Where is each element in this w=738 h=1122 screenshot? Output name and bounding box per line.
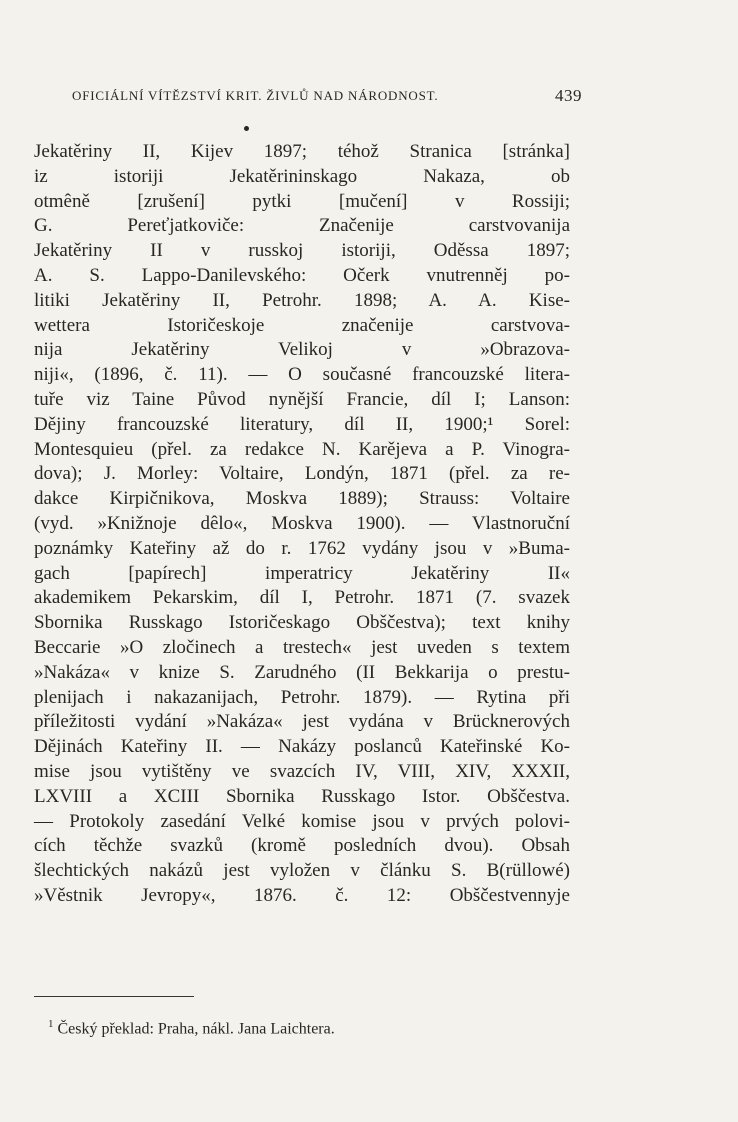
text-line: A. S. Lappo-Danilevského: Očerk vnutrenněj po- <box>34 264 570 286</box>
text-line: Dějinách Kateřiny II. — Nakázy poslanců Kateřinské Ko- <box>34 736 570 758</box>
text-line: šlechtických nakázů jest vyložen v článku S. B(rüllowé) <box>34 860 570 882</box>
text-line: niji«, (1896, č. 11). — O současné francouzské litera- <box>34 364 570 386</box>
text-line: LXVIII a XCIII Sbornika Russkago Istor. Obščestva. <box>34 785 570 807</box>
text-line: »Věstnik Jevropy«, 1876. č. 12: Obščestvennyje <box>34 884 570 906</box>
running-title: OFICIÁLNÍ VÍTĚZSTVÍ KRIT. ŽIVLŮ NAD NÁRODNOST. <box>72 88 439 103</box>
footnote-divider <box>34 996 194 997</box>
text-line: Montesquieu (přel. za redakce N. Karějeva a P. Vinogra- <box>34 438 570 460</box>
text-line: Jekatěriny II v russkoj istoriji, Oděssa 1897; <box>34 240 570 262</box>
text-line: akademikem Pekarskim, díl I, Petrohr. 1871 (7. svazek <box>34 587 570 609</box>
text-line: iz istoriji Jekatěrininskago Nakaza, ob <box>34 165 570 187</box>
text-line: G. Pereťjatkoviče: Značenije carstvovanija <box>34 215 570 237</box>
text-line: Beccarie »O zločinech a trestech« jest uveden s textem <box>34 636 570 658</box>
text-line: »Nakáza« v knize S. Zarudného (II Bekkarija o prestu- <box>34 661 570 683</box>
text-line: cích těchže svazků (kromě posledních dvou). Obsah <box>34 835 570 857</box>
footnote-marker: 1 <box>48 1018 54 1030</box>
text-line: mise jsou vytištěny ve svazcích IV, VIII, XIV, XXXII, <box>34 760 570 782</box>
text-line: dova); J. Morley: Voltaire, Londýn, 1871 (přel. za re- <box>34 463 570 485</box>
text-line: plenijach i nakazanijach, Petrohr. 1879). — Rytina při <box>34 686 570 708</box>
footnote-text: Český překlad: Praha, nákl. Jana Laichtera. <box>57 1020 335 1038</box>
text-line: příležitosti vydání »Nakáza« jest vydána v Brücknerových <box>34 711 570 733</box>
text-line: poznámky Kateřiny až do r. 1762 vydány jsou v »Buma- <box>34 537 570 559</box>
text-line: litiki Jekatěriny II, Petrohr. 1898; A. A. Kise- <box>34 289 570 311</box>
text-line: Dějiny francouzské literatury, díl II, 1900;¹ Sorel: <box>34 413 570 435</box>
ink-dot <box>244 126 249 131</box>
text-line: — Protokoly zasedání Velké komise jsou v prvých polovi- <box>34 810 570 832</box>
text-line: wettera Istoričeskoje značenije carstvova- <box>34 314 570 336</box>
text-line: dakce Kirpičnikova, Moskva 1889); Strauss: Voltaire <box>34 488 570 510</box>
body-text <box>34 140 570 909</box>
text-line: otmêně [zrušení] pytki [mučení] v Rossiji; <box>34 190 570 212</box>
text-line: (vyd. »Knižnoje dêlo«, Moskva 1900). — Vlastnoruční <box>34 512 570 534</box>
text-line: tuře viz Taine Původ nynější Francie, díl I; Lanson: <box>34 388 570 410</box>
text-line: nija Jekatěriny Velikoj v »Obrazova- <box>34 339 570 361</box>
text-line: gach [papírech] imperatricy Jekatěriny II« <box>34 562 570 584</box>
text-line: Sbornika Russkago Istoričeskago Obščestva); text knihy <box>34 612 570 634</box>
footnote <box>48 1014 335 1039</box>
page-number: 439 <box>555 86 582 105</box>
text-line: Jekatěriny II, Kijev 1897; téhož Stranica [stránka] <box>34 141 570 162</box>
